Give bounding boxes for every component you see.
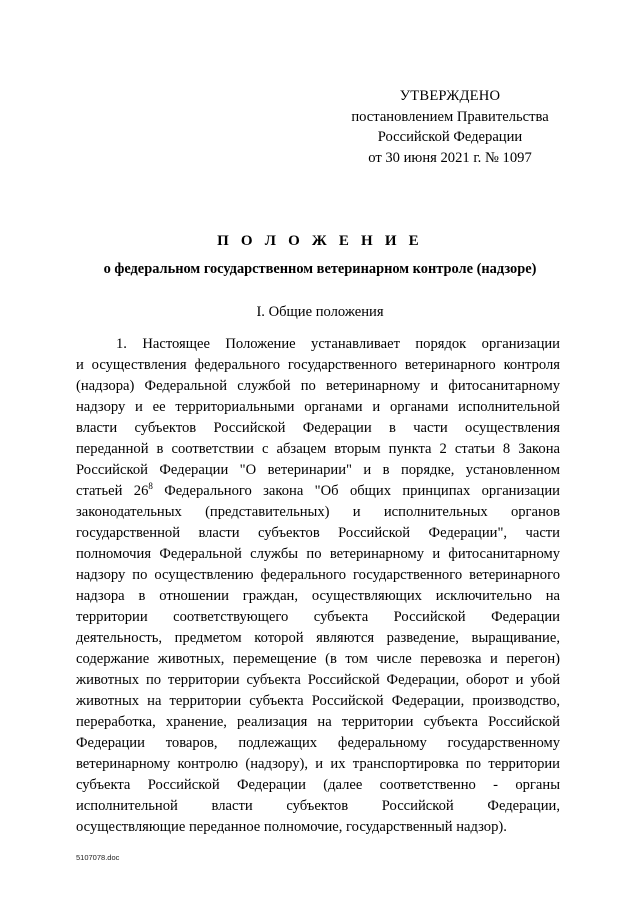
paragraph-line: субъекта Российской Федерации (далее соответственно - органы [76, 777, 560, 793]
paragraph-line: исполнительной власти субъектов Российской Федерации, [76, 798, 560, 814]
section-heading: I. Общие положения [256, 304, 384, 320]
paragraph-line: надзору по осуществлению федерального государственного ветеринарного [76, 567, 560, 583]
paragraph-line: содержание животных, перемещение (в том числе перевозка и перегон) [76, 651, 560, 667]
paragraph-line: надзору и ее территориальными органами и органами исполнительной [76, 399, 560, 415]
article-ref-superscript: 8 [148, 481, 153, 492]
paragraph-line: полномочия Федеральной службы по ветеринарному и фитосанитарному [76, 546, 560, 562]
approval-line-federation: Российской Федерации [377, 129, 523, 145]
paragraph-line: переработка, хранение, реализация на территории субъекта Российской [76, 714, 560, 730]
approval-line-date-number: от 30 июня 2021 г. № 1097 [368, 149, 532, 166]
article-ref-prefix: статьей 26 [76, 483, 149, 499]
paragraph-line: государственной власти субъектов Российской Федерации", части [76, 525, 560, 541]
document-title: П О Л О Ж Е Н И Е [217, 233, 423, 249]
paragraph-line: Федерации товаров, подлежащих федеральному государственному [76, 735, 560, 751]
paragraph-line: и осуществления федерального государственного ветеринарного контроля [76, 357, 560, 373]
paragraph-line: животных на территории субъекта Российской Федерации, производство, [76, 693, 560, 709]
paragraph-line-with-article-ref [76, 481, 560, 502]
approval-line-resolution: постановлением Правительства [351, 108, 549, 125]
paragraph-line-last: осуществляющие переданное полномочие, государственный надзор). [76, 819, 507, 835]
paragraph-line: надзора в отношении граждан, осуществляющих исключительно на [76, 588, 560, 604]
approval-block [330, 86, 570, 168]
document-subtitle: о федеральном государственном ветеринарном контроле (надзоре) [103, 261, 537, 277]
paragraph-1 [76, 334, 560, 838]
paragraph-line: переданной в соответствии с абзацем вторым пункта 2 статьи 8 Закона [76, 441, 560, 457]
paragraph-line-remainder: Федерального закона "Об общих принципах организации [164, 483, 560, 499]
paragraph-line: 1. Настоящее Положение устанавливает порядок организации [116, 336, 560, 352]
paragraph-line: животных по территории субъекта Российской Федерации, оборот и убой [76, 672, 560, 688]
paragraph-line: ветеринарному контролю (надзору), и их транспортировка по территории [76, 756, 560, 772]
paragraph-line: территории соответствующего субъекта Российской Федерации [76, 609, 560, 625]
approval-stamp-title: УТВЕРЖДЕНО [399, 88, 501, 104]
paragraph-line: деятельность, предметом которой являются разведение, выращивание, [76, 630, 560, 646]
paragraph-line: Российской Федерации "О ветеринарии" и в порядке, установленном [76, 462, 560, 478]
footer-file-code: 5107078.doc [76, 853, 120, 862]
paragraph-line: законодательных (представительных) и исполнительных органов [76, 504, 560, 520]
paragraph-line: власти субъектов Российской Федерации в части осуществления [76, 420, 560, 436]
paragraph-line: (надзора) Федеральной службой по ветеринарному и фитосанитарному [76, 378, 560, 394]
